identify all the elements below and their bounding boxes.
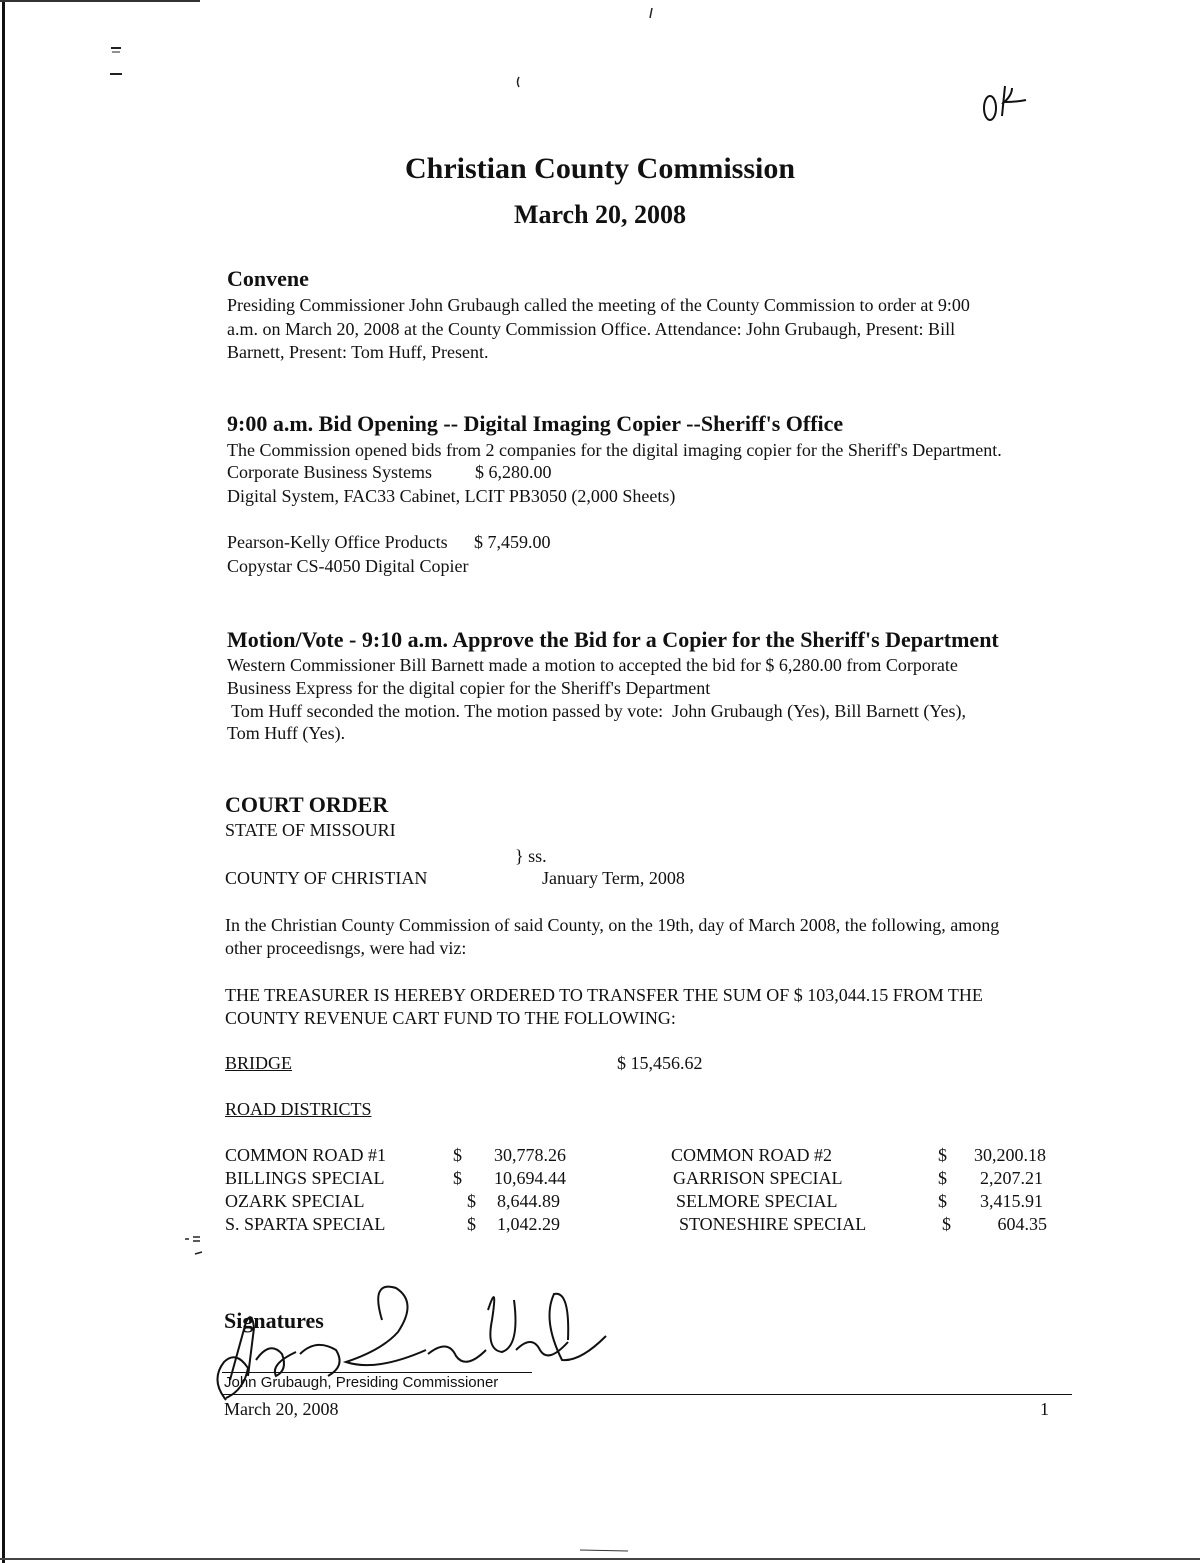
state-line: STATE OF MISSOURI bbox=[225, 820, 396, 840]
signatures-heading: Signatures bbox=[224, 1308, 324, 1333]
district-amount: 10,694.44 bbox=[494, 1168, 566, 1188]
district-name: GARRISON SPECIAL bbox=[673, 1168, 843, 1188]
document-date: March 20, 2008 bbox=[513, 200, 687, 229]
district-amount: 604.35 bbox=[997, 1214, 1047, 1234]
order-line: COUNTY REVENUE CART FUND TO THE FOLLOWING: bbox=[225, 1008, 676, 1028]
handwritten-ok-mark bbox=[978, 72, 1038, 132]
scan-border-left bbox=[2, 0, 5, 1563]
district-name: COMMON ROAD #2 bbox=[671, 1145, 833, 1165]
district-currency: $ bbox=[942, 1214, 951, 1234]
motion-line: Western Commissioner Bill Barnett made a motion to accepted the bid for $ 6,280.00 from Corporate bbox=[227, 655, 958, 675]
scan-speck-margin bbox=[182, 1230, 208, 1260]
district-name: S. SPARTA SPECIAL bbox=[225, 1214, 386, 1234]
bid-amount: $ 6,280.00 bbox=[475, 462, 552, 482]
motion-heading: Motion/Vote - 9:10 a.m. Approve the Bid for a Copier for the Sheriff's Department bbox=[227, 627, 999, 652]
convene-heading: Convene bbox=[227, 266, 309, 291]
district-amount: 30,200.18 bbox=[974, 1145, 1046, 1165]
ss-line: } ss. bbox=[515, 846, 547, 866]
bridge-label: BRIDGE bbox=[225, 1053, 292, 1073]
bid-company: Pearson-Kelly Office Products bbox=[227, 532, 448, 552]
motion-line: Tom Huff seconded the motion. The motion passed by vote: John Grubaugh (Yes), Bill Barnett (Yes), bbox=[227, 701, 967, 721]
scan-border-top bbox=[0, 0, 200, 2]
convene-line: Presiding Commissioner John Grubaugh called the meeting of the County Commission to order at 9:00 bbox=[227, 295, 970, 315]
district-currency: $ bbox=[938, 1145, 947, 1165]
handwritten-signature bbox=[196, 1280, 616, 1420]
county-line: COUNTY OF CHRISTIAN bbox=[225, 868, 428, 888]
district-amount: 1,042.29 bbox=[497, 1214, 560, 1234]
district-name: COMMON ROAD #1 bbox=[225, 1145, 387, 1165]
district-name: STONESHIRE SPECIAL bbox=[679, 1214, 867, 1234]
scan-border-bottom bbox=[0, 1558, 1200, 1560]
scan-speck-top bbox=[646, 6, 656, 20]
bid-company: Corporate Business Systems bbox=[227, 462, 432, 482]
district-currency: $ bbox=[467, 1214, 476, 1234]
district-currency: $ bbox=[938, 1168, 947, 1188]
proceedings-line: In the Christian County Commission of said County, on the 19th, day of March 2008, the following, among bbox=[225, 915, 1000, 935]
district-currency: $ bbox=[938, 1191, 947, 1211]
district-amount: 3,415.91 bbox=[980, 1191, 1043, 1211]
motion-line: Tom Huff (Yes). bbox=[227, 723, 346, 743]
court-order-heading: COURT ORDER bbox=[225, 792, 389, 817]
scan-speck-bottom bbox=[578, 1546, 638, 1556]
road-districts-label: ROAD DISTRICTS bbox=[225, 1099, 372, 1119]
district-amount: 30,778.26 bbox=[494, 1145, 566, 1165]
convene-line: a.m. on March 20, 2008 at the County Commission Office. Attendance: John Grubaugh, Present: Bill bbox=[227, 319, 956, 339]
document-title: Christian County Commission bbox=[404, 152, 796, 185]
proceedings-line: other proceedisngs, were had viz: bbox=[225, 938, 467, 958]
district-name: SELMORE SPECIAL bbox=[676, 1191, 838, 1211]
district-name: OZARK SPECIAL bbox=[225, 1191, 365, 1211]
page-number: 1 bbox=[1040, 1399, 1049, 1419]
bid-amount: $ 7,459.00 bbox=[474, 532, 551, 552]
scan-speck-marks bbox=[108, 42, 128, 82]
district-currency: $ bbox=[453, 1145, 462, 1165]
bid-description: Digital System, FAC33 Cabinet, LCIT PB3050 (2,000 Sheets) bbox=[227, 486, 676, 506]
motion-line: Business Express for the digital copier for the Sheriff's Department bbox=[227, 678, 711, 698]
district-currency: $ bbox=[467, 1191, 476, 1211]
district-amount: 8,644.89 bbox=[497, 1191, 560, 1211]
term-line: January Term, 2008 bbox=[542, 868, 685, 888]
bridge-amount: $ 15,456.62 bbox=[617, 1053, 703, 1073]
signer-caption: John Grubaugh, Presiding Commissioner bbox=[224, 1374, 499, 1391]
order-line: THE TREASURER IS HEREBY ORDERED TO TRANSFER THE SUM OF $ 103,044.15 FROM THE bbox=[225, 985, 983, 1005]
bid-opening-intro: The Commission opened bids from 2 companies for the digital imaging copier for the Sheriff's Department. bbox=[227, 440, 1002, 460]
convene-line: Barnett, Present: Tom Huff, Present. bbox=[227, 342, 489, 362]
bid-description: Copystar CS-4050 Digital Copier bbox=[227, 556, 469, 576]
district-name: BILLINGS SPECIAL bbox=[225, 1168, 385, 1188]
district-amount: 2,207.21 bbox=[980, 1168, 1043, 1188]
scan-speck-paren bbox=[514, 76, 522, 88]
signature-date: March 20, 2008 bbox=[224, 1399, 339, 1419]
district-currency: $ bbox=[453, 1168, 462, 1188]
bid-opening-heading: 9:00 a.m. Bid Opening -- Digital Imaging Copier --Sheriff's Office bbox=[227, 411, 844, 436]
